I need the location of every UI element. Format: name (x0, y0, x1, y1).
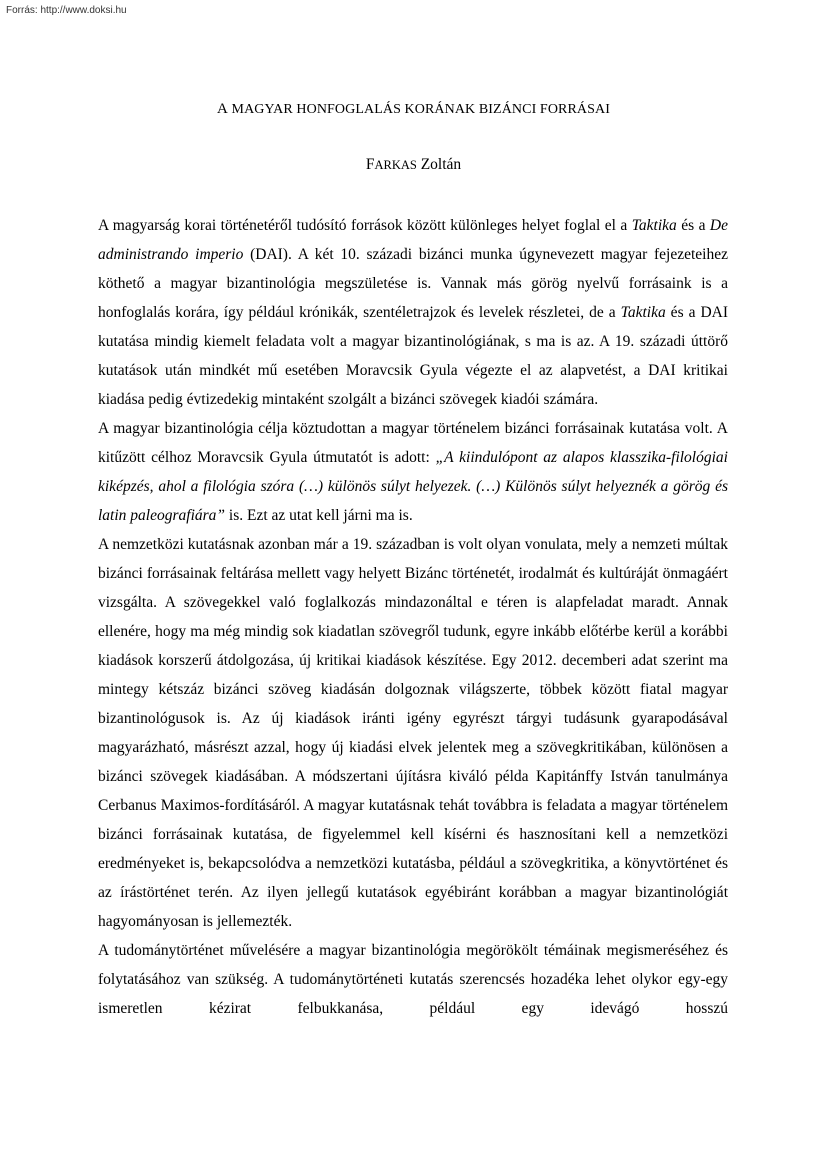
italic-text: „A kiindulópont az alapos klasszika-filológiai kiképzés, ahol a filológia szóra (…) különös súlyt helyezek. (…) Különös súlyt helyeznék a görög és latin paleografiára” (98, 449, 728, 524)
paragraph-2 (98, 414, 728, 530)
paragraph-3 (98, 530, 728, 936)
paragraph-text: (DAI). A két 10. századi bizánci munka úgynevezett magyar fejezeteihez köthető a magyar bizantinológia megszületése is. Vannak más görög nyelvű forrásaink is a honfoglalás korára, így például krónikák, szentéletrajzok és levelek részletei, de a (98, 246, 728, 321)
document-title (0, 101, 827, 118)
paragraph-text: és a (676, 217, 710, 234)
author-given-name: Zoltán (416, 156, 462, 173)
source-note: Forrás: http://www.doksi.hu (6, 5, 127, 16)
italic-text: Taktika (631, 217, 677, 234)
italic-text: Taktika (620, 304, 666, 321)
document-body (98, 211, 728, 1023)
author-surname-rest: ARKAS (374, 158, 417, 172)
paragraph-text: A nemzetközi kutatásnak azonban már a 19. században is volt olyan vonulata, mely a nemzeti múltak bizánci forrásainak feltárása mellett vagy helyett Bizánc történetét, irodalmát és kultúráját önmagáért vizsgálta. A szövegekkel való foglalkozás mindazonáltal e téren is alapfeladat maradt. Annak ellenére, hogy ma még mindig sok kiadatlan szövegről tudunk, egyre inkább előtérbe kerül a korábbi kiadások korszerű átdolgozása, új kritikai kiadások készítése. Egy 2012. decemberi adat szerint ma mintegy kétszáz bizánci szöveg kiadásán dolgoznak világszerte, többek között fiatal magyar bizantinológusok is. Az új kiadások iránti igény egyrészt tárgyi tudásunk gyarapodásával magyarázható, másrészt azzal, hogy új kiadási elvek jelentek meg a szövegkritikában, különösen a bizánci szövegek kiadásában. A módszertani újításra kiváló példa Kapitánffy István tanulmánya Cerbanus Maximos-fordításáról. A magyar kutatásnak tehát továbbra is feladata a magyar történelem bizánci forrásainak kutatása, de figyelemmel kell kísérni és hasznosítani kell a nemzetközi eredményeket is, bekapcsolódva a nemzetközi kutatásba, például a szövegkritika, a könyvtörténet és az írástörténet terén. Az ilyen jellegű kutatások egyébiránt korábban a magyar bizantinológiát hagyományosan is jellemezték. (98, 536, 728, 930)
paragraph-1 (98, 211, 728, 414)
title-text: MAGYAR HONFOGLALÁS KORÁNAK BIZÁNCI FORRÁSAI (227, 102, 610, 117)
author-name (0, 156, 827, 174)
author-surname-initial: F (365, 156, 375, 173)
title-initial: A (217, 101, 228, 117)
paragraph-text: A magyarság korai történetéről tudósító források között különleges helyet foglal el a (98, 217, 632, 234)
paragraph-text: A magyar bizantinológia célja köztudottan a magyar történelem bizánci forrásainak kutatása volt. A kitűzött célhoz Moravcsik Gyula útmutatót is adott: (98, 420, 728, 466)
paragraph-text: A tudománytörténet művelésére a magyar bizantinológia megörökölt témáinak megismeréséhez és folytatásához van szükség. A tudománytörténeti kutatás szerencsés hozadéka lehet olykor egy-egy ismeretlen kézirat felbukkanása, például egy idevágó hosszú (98, 942, 728, 1017)
paragraph-text: is. Ezt az utat kell járni ma is. (225, 507, 413, 524)
paragraph-4 (98, 936, 728, 1023)
paragraph-text: és a DAI kutatása mindig kiemelt feladata volt a magyar bizantinológiának, s ma is az. A 19. századi úttörő kutatások után mindkét mű esetében Moravcsik Gyula végezte el az alapvetést, a DAI kritikai kiadása pedig évtizedekig mintaként szolgált a bizánci szövegek kiadói számára. (98, 304, 728, 408)
italic-text: De administrando imperio (98, 217, 728, 263)
